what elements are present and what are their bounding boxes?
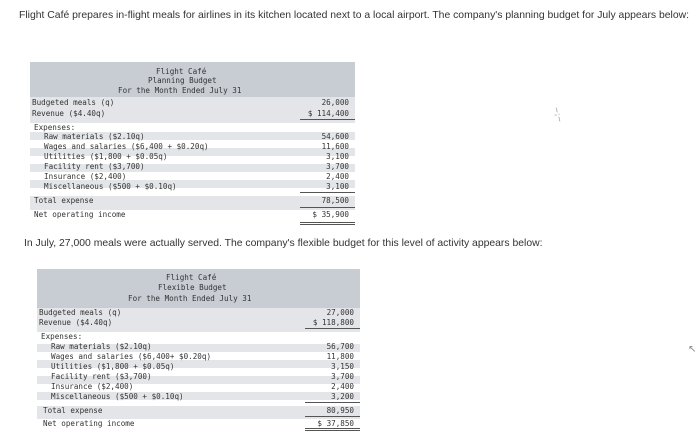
expense-label: Miscellaneous ($500 + $0.10q) bbox=[51, 392, 184, 401]
expense-label: Miscellaneous ($500 + $0.10q) bbox=[44, 182, 177, 191]
double-rule bbox=[305, 430, 360, 431]
expense-value: 3,100 bbox=[326, 152, 349, 161]
intro-paragraph: Flight Café prepares in-flight meals for airlines in its kitchen located next to a local airport. The company's planning budget for July appears below: bbox=[19, 10, 690, 21]
expense-value: 11,600 bbox=[321, 142, 349, 151]
rule bbox=[300, 207, 355, 208]
mouse-cursor-icon: ↖ bbox=[688, 344, 697, 355]
expense-label: Utilities ($1,800 + $0.05q) bbox=[44, 152, 168, 161]
expense-value: 2,400 bbox=[326, 172, 349, 181]
planning-budget-table bbox=[30, 62, 355, 233]
budgeted-meals-value: 27,000 bbox=[326, 308, 354, 317]
expense-value: 3,200 bbox=[331, 392, 354, 401]
expense-label: Raw materials ($2.10q) bbox=[44, 132, 145, 141]
expense-label: Wages and salaries ($6,400+ $0.20q) bbox=[51, 352, 212, 361]
flexible-budget-table bbox=[37, 269, 360, 431]
net-income-value: $ 37,850 bbox=[317, 419, 354, 428]
budgeted-meals-label: Budgeted meals (q) bbox=[39, 308, 122, 317]
budgeted-meals-value: 26,000 bbox=[321, 98, 349, 107]
rule bbox=[305, 402, 360, 403]
table-subtitle: Flexible Budget bbox=[158, 283, 227, 292]
table-period: For the Month Ended July 31 bbox=[118, 86, 242, 95]
total-expense-label: Total expense bbox=[34, 196, 94, 205]
expense-label: Raw materials ($2.10q) bbox=[51, 342, 152, 351]
expense-value: 3,700 bbox=[331, 372, 354, 381]
expense-label: Facility rent ($3,700) bbox=[44, 162, 145, 171]
pen-mark: ~;~ bbox=[551, 105, 565, 124]
net-income-label: Net operating income bbox=[34, 210, 126, 219]
expense-value: 11,800 bbox=[326, 352, 354, 361]
expense-value: 56,700 bbox=[326, 342, 354, 351]
expense-value: 3,700 bbox=[326, 162, 349, 171]
expense-label: Insurance ($2,400) bbox=[51, 382, 134, 391]
net-income-value: $ 35,900 bbox=[312, 210, 349, 219]
revenue-label: Revenue ($4.40q) bbox=[39, 318, 113, 327]
expense-value: 54,600 bbox=[321, 132, 349, 141]
expense-label: Insurance ($2,400) bbox=[44, 172, 127, 181]
rule bbox=[305, 416, 360, 417]
double-rule bbox=[300, 224, 355, 225]
expense-label: Utilities ($1,800 + $0.05q) bbox=[51, 362, 175, 371]
expense-value: 2,400 bbox=[331, 382, 354, 391]
revenue-value: $ 114,400 bbox=[307, 109, 349, 118]
table-period: For the Month Ended July 31 bbox=[128, 294, 252, 303]
table-title: Flight Café bbox=[156, 67, 207, 76]
total-expense-value: 80,950 bbox=[326, 406, 354, 415]
budgeted-meals-label: Budgeted meals (q) bbox=[32, 98, 115, 107]
rule bbox=[300, 192, 355, 193]
expense-label: Facility rent ($3,700) bbox=[51, 372, 152, 381]
double-rule bbox=[305, 428, 360, 429]
expense-value: 3,100 bbox=[326, 182, 349, 191]
net-income-label: Net operating income bbox=[43, 419, 135, 428]
table-subtitle: Planning Budget bbox=[148, 76, 217, 85]
revenue-label: Revenue ($4.40q) bbox=[32, 109, 106, 118]
total-expense-label: Total expense bbox=[43, 406, 103, 415]
rule bbox=[300, 119, 355, 120]
expenses-label: Expenses: bbox=[34, 123, 76, 132]
expense-label: Wages and salaries ($6,400 + $0.20q) bbox=[44, 142, 209, 151]
table-title: Flight Café bbox=[166, 273, 217, 282]
rule bbox=[305, 328, 360, 329]
actual-activity-paragraph: In July, 27,000 meals were actually served. The company's flexible budget for this level of activity appears below: bbox=[24, 238, 543, 249]
double-rule bbox=[300, 222, 355, 223]
total-expense-value: 78,500 bbox=[321, 196, 349, 205]
expense-value: 3,150 bbox=[331, 362, 354, 371]
revenue-value: $ 118,800 bbox=[312, 318, 354, 327]
expenses-label: Expenses: bbox=[41, 332, 83, 341]
